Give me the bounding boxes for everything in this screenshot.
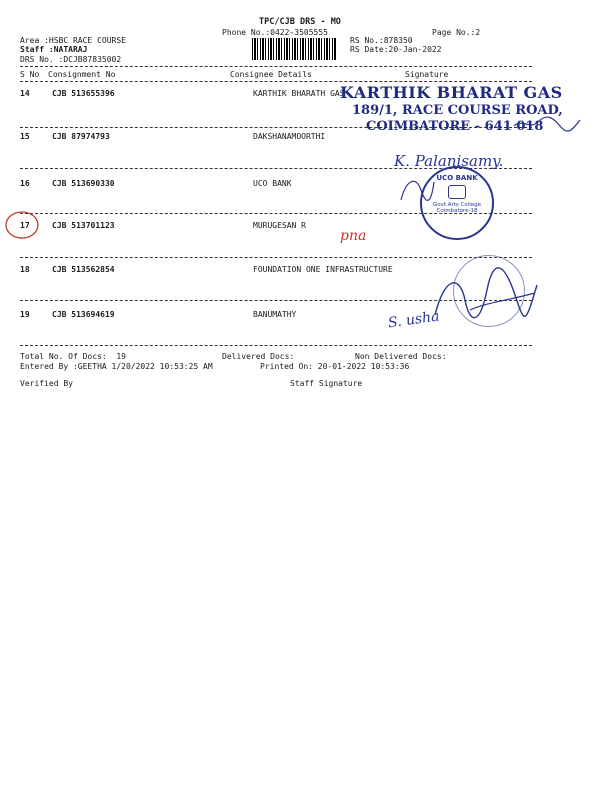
row-consignment: CJB 513655396: [52, 89, 115, 98]
verified-by: Verified By: [20, 379, 73, 388]
gas-stamp-city: COIMBATORE - 641 018: [366, 119, 544, 134]
phone-number: Phone No.:0422-3505555: [222, 28, 328, 37]
row-consignee: MURUGESAN R: [253, 221, 306, 230]
drs-number: DRS No. :DCJB87835002: [20, 55, 122, 64]
signature-scribble: [425, 255, 545, 335]
staff-signature: Staff Signature: [290, 379, 363, 388]
rs-number: RS No.:878350: [350, 36, 413, 45]
uco-stamp-branch: Govt.Arts College: [432, 202, 482, 208]
col-signature: Signature: [405, 70, 449, 79]
printed-on: Printed On: 20-01-2022 10:53:36: [260, 362, 410, 371]
gas-stamp-address: 189/1, RACE COURSE ROAD,: [352, 103, 563, 118]
document-title: TPC/CJB DRS - MO: [259, 17, 341, 27]
staff-label: Staff :NATARAJ: [20, 45, 88, 54]
col-sno: S No: [20, 70, 40, 79]
row-consignment: CJB 513694619: [52, 310, 115, 319]
entered-by: Entered By :GEETHA 1/20/2022 10:53:25 AM: [20, 362, 213, 371]
col-consignment: Consignment No: [48, 70, 116, 79]
row-consignee: DAKSHANAMOORTHI: [253, 132, 326, 141]
row-sno: 16: [20, 179, 30, 188]
area-label: Area :HSBC RACE COURSE: [20, 36, 126, 45]
bank-logo-icon: [448, 185, 466, 199]
gas-stamp-name: KARTHIK BHARAT GAS: [340, 83, 563, 102]
circle-annotation: [3, 208, 43, 242]
signature-scribble: [396, 170, 436, 210]
row-consignee: UCO BANK: [253, 179, 292, 188]
col-consignee: Consignee Details: [230, 70, 312, 79]
uco-stamp-city: Coimbatore-18: [436, 208, 478, 214]
signature-row-17: pna: [340, 228, 367, 244]
rs-date: RS Date:20-Jan-2022: [350, 45, 442, 54]
row-consignee: KARTHIK BHARATH GAS: [253, 89, 345, 98]
row-sno: 17: [20, 221, 30, 230]
signature-row-15: K. Palanisamy.: [394, 152, 504, 170]
row-sno: 19: [20, 310, 30, 319]
page-number: Page No.:2: [432, 28, 481, 37]
delivered-docs: Delivered Docs:: [222, 352, 295, 361]
row-sno: 18: [20, 265, 30, 274]
row-divider: [20, 345, 532, 346]
row-sno: 14: [20, 89, 30, 98]
uco-stamp-title: UCO BANK: [436, 174, 478, 182]
barcode: [252, 38, 336, 60]
row-consignment: CJB 513562854: [52, 265, 115, 274]
row-consignment: CJB 513690330: [52, 179, 115, 188]
non-delivered-docs: Non Delivered Docs:: [355, 352, 447, 361]
total-docs: Total No. Of Docs: 19: [20, 352, 126, 361]
signature-scribble: [512, 112, 582, 134]
divider: [20, 66, 532, 67]
row-consignee: FOUNDATION ONE INFRASTRUCTURE: [253, 265, 393, 274]
row-consignment: CJB 87974793: [52, 132, 110, 141]
row-consignment: CJB 513701123: [52, 221, 115, 230]
row-sno: 15: [20, 132, 30, 141]
signature-row-19: S. usha: [387, 308, 441, 332]
row-consignee: BANUMATHY: [253, 310, 297, 319]
divider: [20, 81, 532, 82]
